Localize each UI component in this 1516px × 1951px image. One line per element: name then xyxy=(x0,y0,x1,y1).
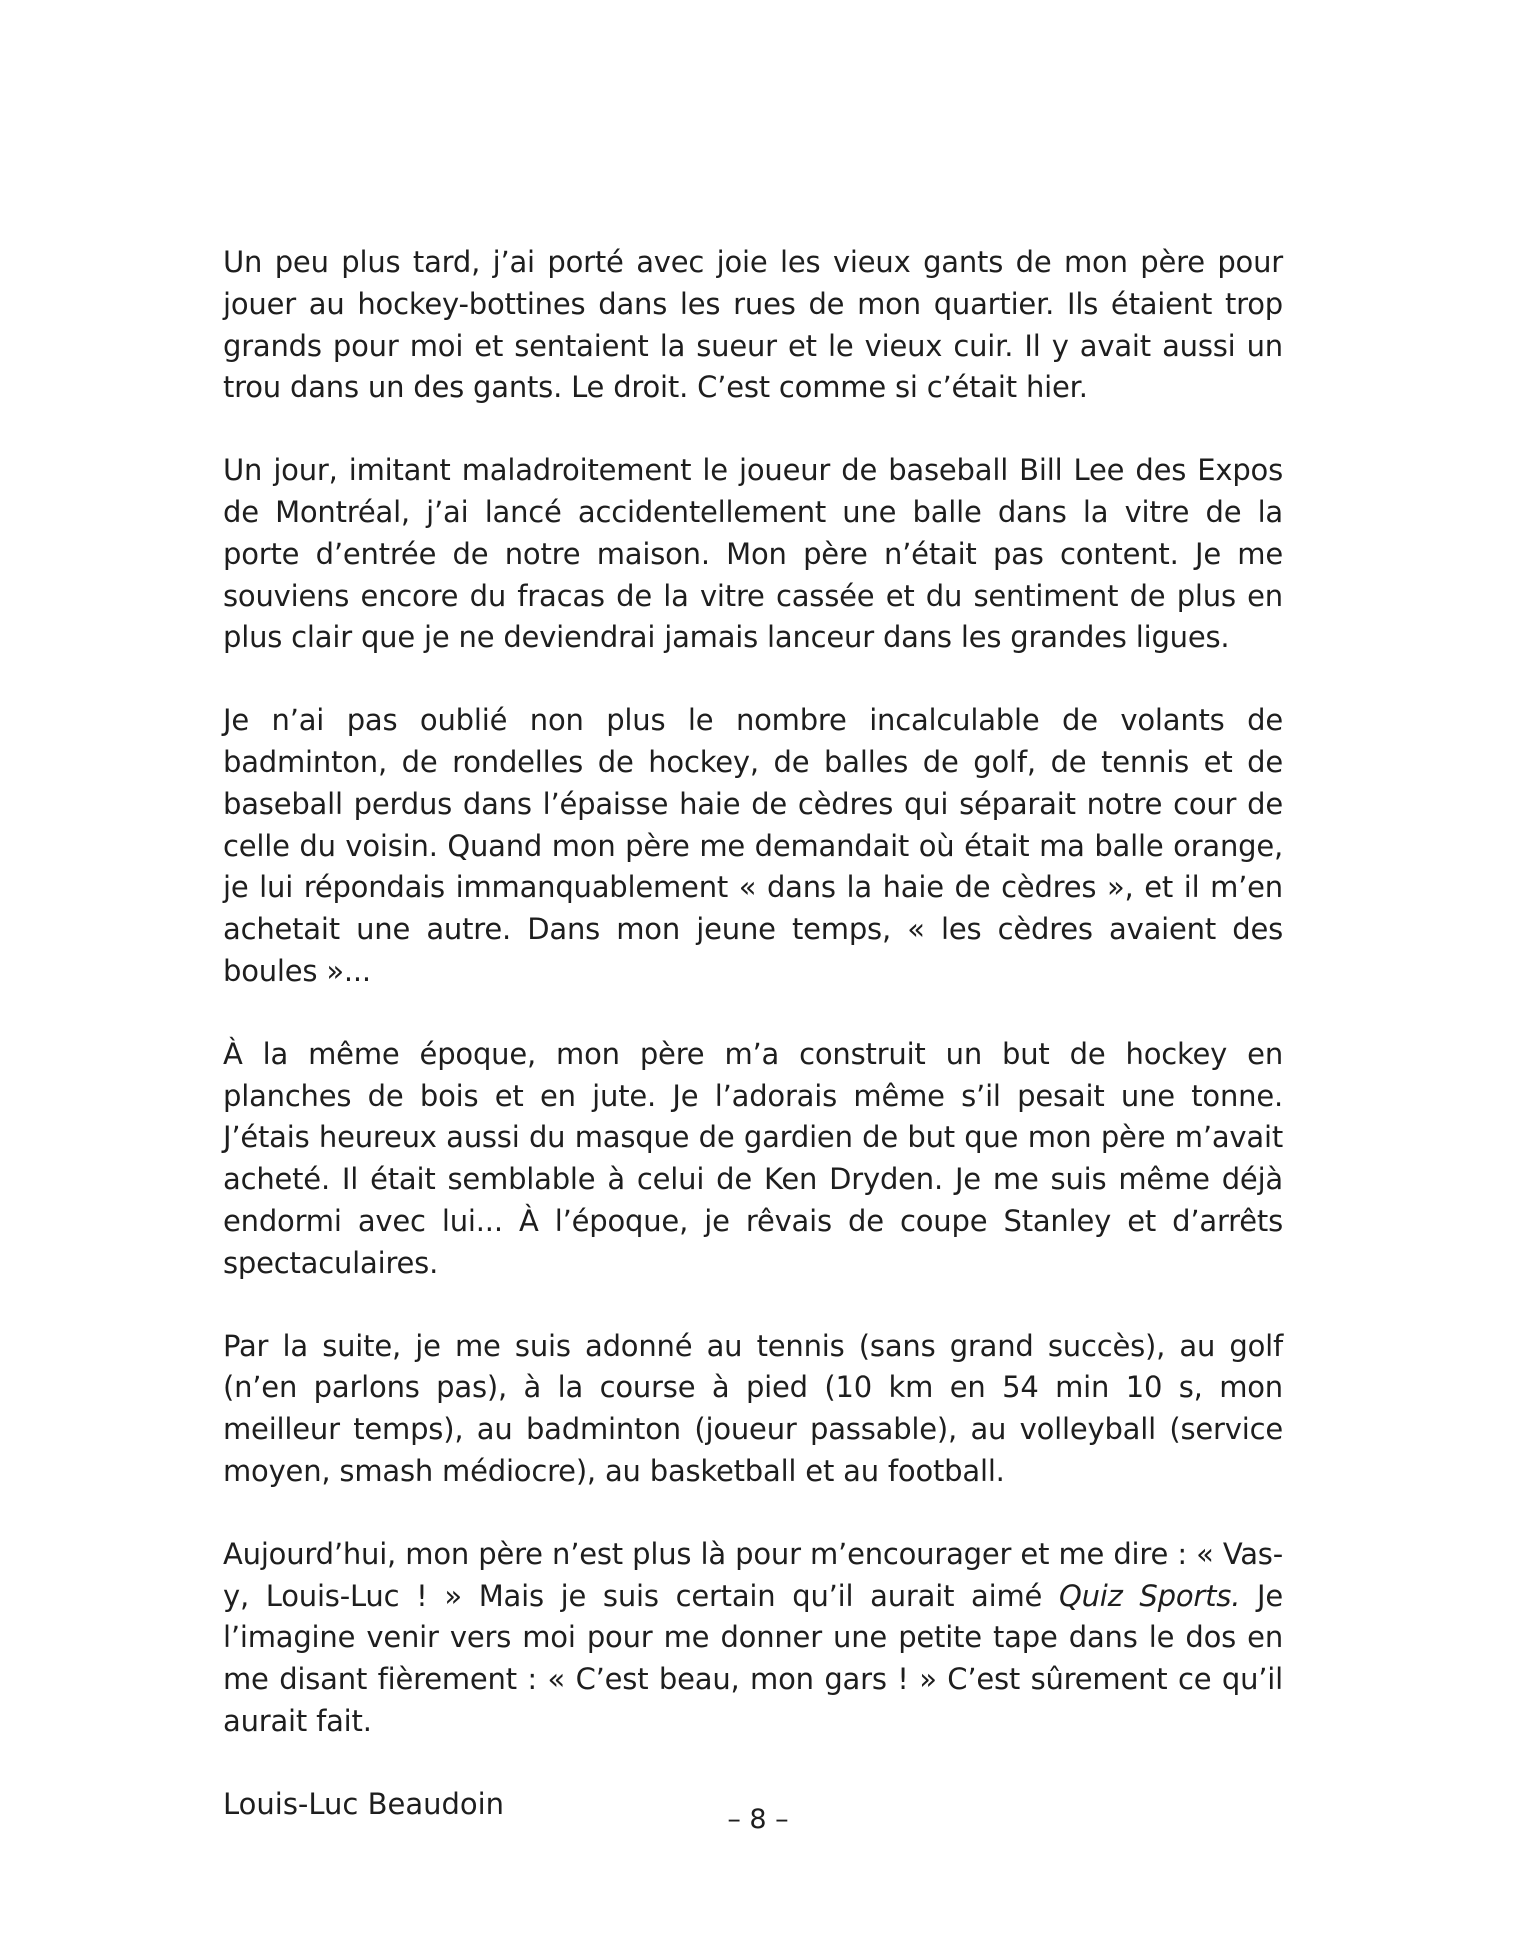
paragraph-final xyxy=(223,1534,1283,1743)
paragraph: Par la suite, je me suis adonné au tennis (sans grand succès), au golf (n’en parlons pas), à la course à pied (10 km en 54 min 10 s, mon meilleur temps), au badminton (joueur passable), au volleyball (service moyen, smash médiocre), au basketball et au football. xyxy=(223,1328,1283,1488)
paragraph: À la même époque, mon père m’a construit un but de hockey en planches de bois et en jute. Je l’adorais même s’il pesait une tonne. J’étais heureux aussi du masque de gardien de but que mon père m’avait acheté. Il était semblable à celui de Ken Dryden. Je me suis même déjà endormi avec lui... À l’époque, je rêvais de coupe Stanley et d’arrêts spectaculaires. xyxy=(223,1036,1283,1280)
body-text xyxy=(223,242,1283,1826)
paragraph: Un jour, imitant maladroitement le joueur de baseball Bill Lee des Expos de Montréal, j’ai lancé accidentellement une balle dans la vitre de la porte d’entrée de notre maison. Mon père n’était pas content. Je me souviens encore du fracas de la vitre cassée et du sentiment de plus en plus clair que je ne deviendrai jamais lanceur dans les grandes ligues. xyxy=(223,453,1283,655)
paragraph-final-part1: Aujourd’hui, mon père n’est plus là pour m’encourager et me dire : « Vas-y, Louis-Luc ! » Mais je suis certain qu’il aurait aimé xyxy=(223,1536,1283,1613)
paragraph: Un peu plus tard, j’ai porté avec joie les vieux gants de mon père pour jouer au hockey-bottines dans les rues de mon quartier. Ils étaient trop grands pour moi et sentaient la sueur et le vieux cuir. Il y avait aussi un trou dans un des gants. Le droit. C’est comme si c’était hier. xyxy=(223,245,1283,405)
book-title: Quiz Sports. xyxy=(1058,1578,1241,1613)
author-signature: Louis-Luc Beaudoin xyxy=(223,1786,505,1821)
paragraph: Je n’ai pas oublié non plus le nombre incalculable de volants de badminton, de rondelles de hockey, de balles de golf, de tennis et de baseball perdus dans l’épaisse haie de cèdres qui séparait notre cour de celle du voisin. Quand mon père me demandait où était ma balle orange, je lui répondais immanquablement « dans la haie de cèdres », et il m’en achetait une autre. Dans mon jeune temps, « les cèdres avaient des boules »... xyxy=(223,703,1283,988)
paragraph-final-part2: Je l’imagine venir vers moi pour me donner une petite tape dans le dos en me disant fièrement : « C’est beau, mon gars ! » C’est sûrement ce qu’il aurait fait. xyxy=(223,1578,1284,1738)
page-number: – 8 – xyxy=(727,1804,789,1835)
